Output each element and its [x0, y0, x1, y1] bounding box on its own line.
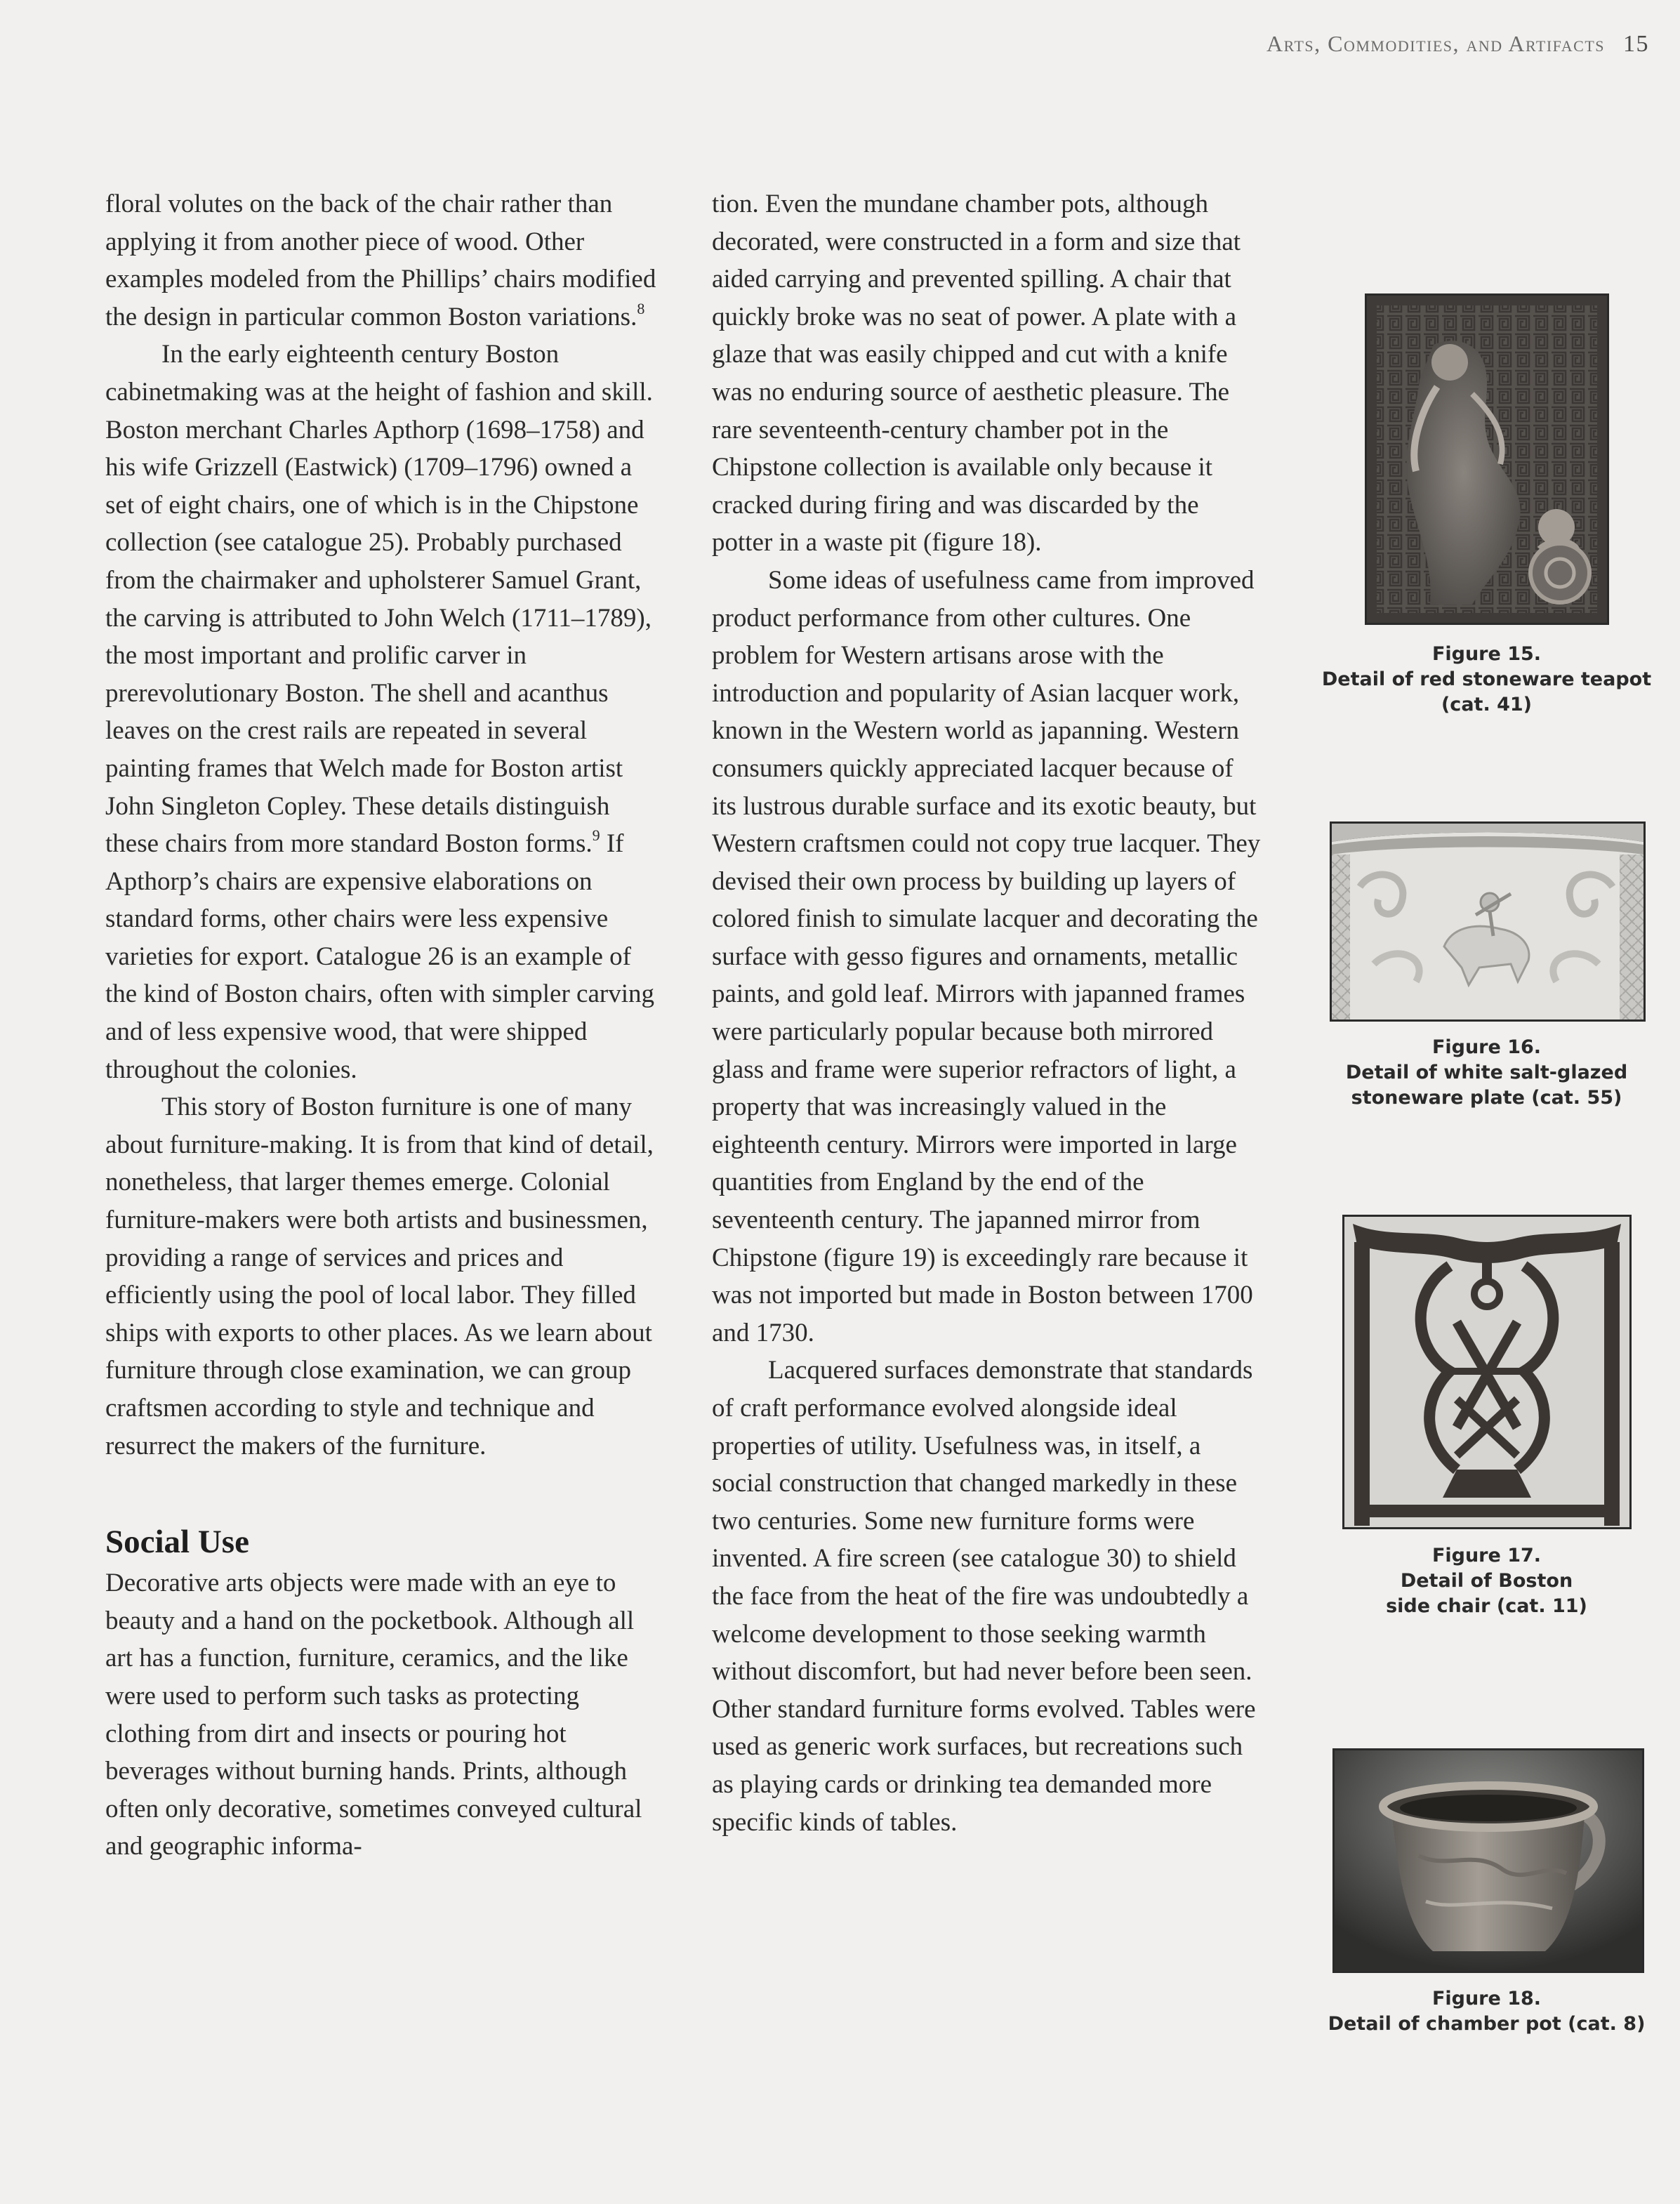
paragraph: floral volutes on the back of the chair rather than applying it from another piece of wood. Other examples modeled from the Phillips’ chairs modified the design in particular common Boston variations.$^8$ — [105, 190, 656, 331]
figure-17-image — [1342, 1215, 1632, 1529]
figure-15-image — [1365, 293, 1609, 625]
figure-label: Figure 16. — [1431, 1036, 1542, 1058]
figure-17-caption: Figure 17. Detail of Boston side chair (cat. 11) — [1320, 1543, 1653, 1619]
running-head — [1266, 31, 1649, 58]
figure-label: Figure 18. — [1431, 1988, 1542, 2010]
plate-relief-illustration — [1332, 824, 1643, 1019]
middle-column — [712, 185, 1263, 1841]
teapot-relief-illustration — [1367, 296, 1607, 623]
paragraph: tion. Even the mundane chamber pots, although decorated, were constructed in a form and size that aided carrying and prevented spilling. A chair that quickly broke was no seat of power. A plate with a glaze that was easily chipped and cut with a knife was no enduring source of aesthetic pleasure. The rare seventeenth-century chamber pot in the Chipstone collection is available only because it cracked during firing and was discarded by the potter in a waste pit (figure 18). — [712, 190, 1241, 557]
figure-15-caption: Figure 15. Detail of red stoneware teapot (cat. 41) — [1320, 642, 1653, 718]
figure-label: Figure 17. — [1431, 1545, 1542, 1566]
paragraph: Lacquered surfaces demonstrate that standards of craft performance evolved alongside ideal properties of utility. Usefulness was, in itself, a social construction that changed markedly in these two centuries. Some new furniture forms were invented. A fire screen (see catalogue 30) to shield the face from the heat of the fire was undoubtedly a welcome development to those seeking warmth without discomfort, but had never before been seen. Other standard furniture forms evolved. Tables were used as generic work surfaces, but recreations such as playing cards or drinking tea demanded more specific kinds of tables. — [712, 1356, 1256, 1837]
paragraph: Decorative arts objects were made with an eye to beauty and a hand on the pocketbook. Although all art has a function, furniture, ceramics, and the like were used to perform such tasks as protecting clothing from dirt and insects or pouring hot beverages without burning hands. Prints, although often only decorative, sometimes conveyed cultural and geographic informa- — [105, 1569, 642, 1861]
figure-16-caption: Figure 16. Detail of white salt-glazed stoneware plate (cat. 55) — [1320, 1035, 1653, 1111]
footnote-ref[interactable]: 9 — [592, 826, 600, 845]
page-number: 15 — [1623, 31, 1649, 57]
figure-18-caption: Figure 18. Detail of chamber pot (cat. 8) — [1320, 1986, 1653, 2037]
paragraph: Some ideas of usefulness came from improved product performance from other cultures. One problem for Western artisans arose with the introduction and popularity of Asian lacquer work, known in the Western world as japanning. Western consumers quickly appreciated lacquer because of its lustrous durable surface and its exotic beauty, but Western craftsmen could not copy true lacquer. They devised their own process by building up layers of colored finish to simulate lacquer and decorating the surface with gesso figures and ornaments, metallic paints, and gold leaf. Mirrors with japanned frames were particularly popular because both mirrored glass and frame were superior refractors of light, a property that was increasingly valued in the eighteenth century. Mirrors were imported in large quantities from England by the end of the seventeenth century. The japanned mirror from Chipstone (figure 19) is exceedingly rare because it was not imported but made in Boston between 1700 and 1730. — [712, 565, 1261, 1347]
figure-18-image — [1332, 1748, 1644, 1973]
running-title: Arts, Commodities, and Artifacts — [1266, 31, 1605, 56]
side-chair-illustration — [1344, 1217, 1629, 1527]
footnote-ref[interactable]: 8 — [637, 299, 645, 317]
paragraph: This story of Boston furniture is one of many about furniture-making. It is from that kind of detail, nonetheless, that larger themes emerge. Colonial furniture-makers were both artists and businessmen, providing a range of services and prices and efficiently using the pool of local labor. They filled ships with exports to other places. As we learn about furniture through close examination, we can group craftsmen according to style and technique and resurrect the makers of the furniture. — [105, 1093, 654, 1460]
figure-label: Figure 15. — [1431, 643, 1542, 665]
left-column — [105, 185, 656, 1866]
chamber-pot-illustration — [1335, 1750, 1642, 1971]
paragraph: In the early eighteenth century Boston cabinetmaking was at the height of fashion and skill. Boston merchant Charles Apthorp (1698–1758) and his wife Grizzell (Eastwick) (1709–1796) owned a set of eight chairs, one of which is in the Chipstone collection (see catalogue 25). Probably purchased from the chairmaker and upholsterer Samuel Grant, the carving is attributed to John Welch (1711–1789), the most important and prolific carver in prerevolutionary Boston. The shell and acanthus leaves on the crest rails are repeated in several painting frames that Welch made for Boston artist John Singleton Copley. These details distinguish these chairs from more standard Boston forms.$^9$ If Apthorp’s chairs are expensive elaborations on standard forms, other chairs were less expensive varieties for export. Catalogue 26 is an example of the kind of Boston chairs, often with simpler carving and of less expensive wood, that were shipped throughout the colonies. — [105, 340, 654, 1084]
figure-16-image — [1330, 821, 1646, 1022]
section-heading: Social Use — [105, 1524, 249, 1561]
